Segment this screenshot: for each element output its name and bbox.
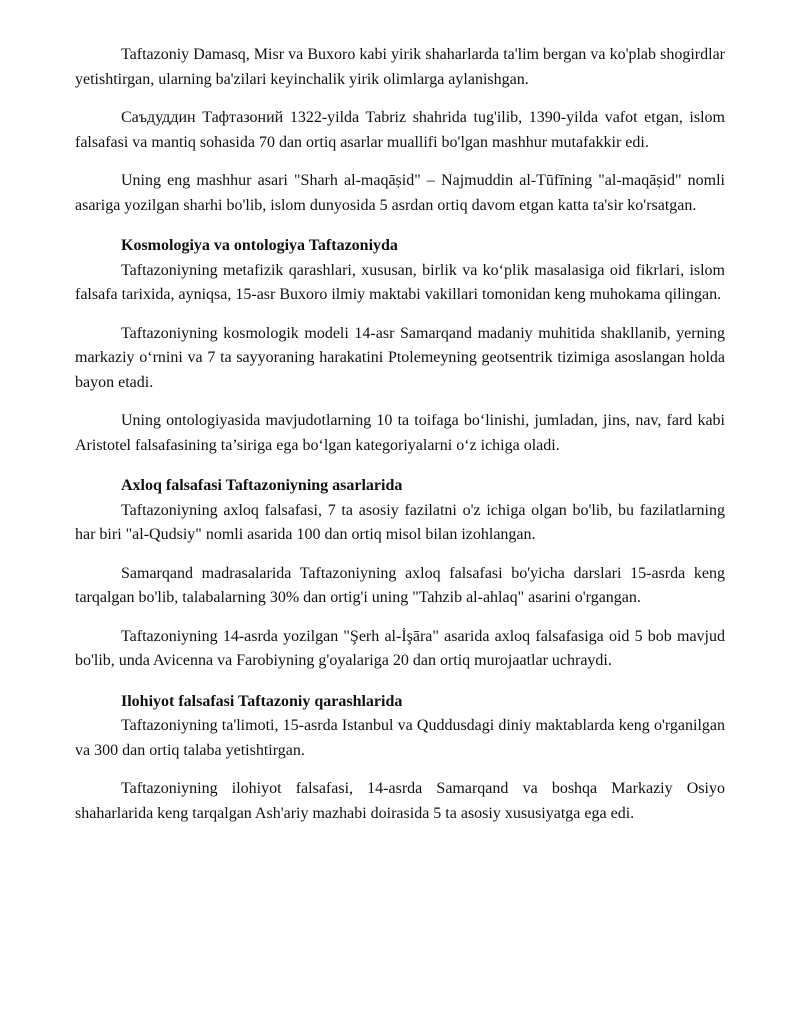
paragraph-cosmology-model: Taftazoniyning kosmologik modeli 14-asr Samarqand madaniy muhitida shakllanib, yerning markaziy o‘rnini va 7 ta sayyoraning harakatini Ptolemeyning geotsentrik tizimiga asoslangan holda bayon etadi. [75,324,725,391]
document-page [75,43,725,826]
paragraph-famous-work: Uning eng mashhur asari "Sharh al-maqāṣid" – Najmuddin al-Tūfīning "al-maqāṣid" nomli asariga yozilgan sharhi bo'lib, islom dunyosida 5 asrdan ortiq davom etgan katta ta'sir ko'rsatgan. [75,172,725,214]
heading-ethics: Axloq falsafasi Taftazoniyning asarlarida [121,477,403,494]
paragraph-theology: Taftazoniyning ilohiyot falsafasi, 14-asrda Samarqand va boshqa Markaziy Osiyo shaharlarida keng tarqalgan Ash'ariy mazhabi doirasida 5 ta asosiy xususiyatga ega edi. [75,780,725,822]
paragraph-teaching: Taftazoniy Damasq, Misr va Buxoro kabi yirik shaharlarda ta'lim bergan va ko'plab shogirdlar yetishtirgan, ularning ba'zilari keyinchalik yirik olimlarga aylanishgan. [75,46,725,88]
paragraph-ontology: Uning ontologiyasida mavjudotlarning 10 ta toifaga bo‘linishi, jumladan, jins, nav, fard kabi Aristotel falsafasining ta’siriga ega bo‘lgan kategoriyalarni o‘z ichiga oladi. [75,412,725,454]
paragraph-ethics-sharh: Taftazoniyning 14-asrda yozilgan "Şerh al-İşāra" asarida axloq falsafasiga oid 5 bob mavjud bo'lib, unda Avicenna va Farobiyning g'oyalariga 20 dan ortiq murojaatlar uchraydi. [75,627,725,669]
paragraph-teaching-spread: Taftazoniyning ta'limoti, 15-asrda Istanbul va Quddusdagi diniy maktablarda keng o'rganilgan va 300 dan ortiq talaba yetishtirgan. [75,717,725,759]
heading-cosmology: Kosmologiya va ontologiya Taftazoniyda [121,237,398,254]
paragraph-metaphysics: Taftazoniyning metafizik qarashlari, xususan, birlik va ko‘plik masalasiga oid fikrlari, islom falsafa tarixida, ayniqsa, 15-asr Buxoro ilmiy maktabi vakillari tomonidan keng muhokama qilingan. [75,261,725,303]
paragraph-ethics-madrasas: Samarqand madrasalarida Taftazoniyning axloq falsafasi bo'yicha darslari 15-asrda keng tarqalgan bo'lib, talabalarning 30% dan ortig'i uning "Tahzib al-ahlaq" asarini o'rgangan. [75,564,725,606]
paragraph-ethics-virtues: Taftazoniyning axloq falsafasi, 7 ta asosiy fazilatni o'z ichiga olgan bo'lib, bu fazilatlarning har biri "al-Qudsiy" nomli asarida 100 dan ortiq misol bilan izohlangan. [75,501,725,543]
paragraph-biography: Саъдуддин Тафтазоний 1322-yilda Tabriz shahrida tug'ilib, 1390-yilda vafot etgan, islom falsafasi va mantiq sohasida 70 dan ortiq asarlar muallifi bo'lgan mashhur mutafakkir edi. [75,109,725,151]
heading-theology: Ilohiyot falsafasi Taftazoniy qarashlarida [121,692,403,710]
